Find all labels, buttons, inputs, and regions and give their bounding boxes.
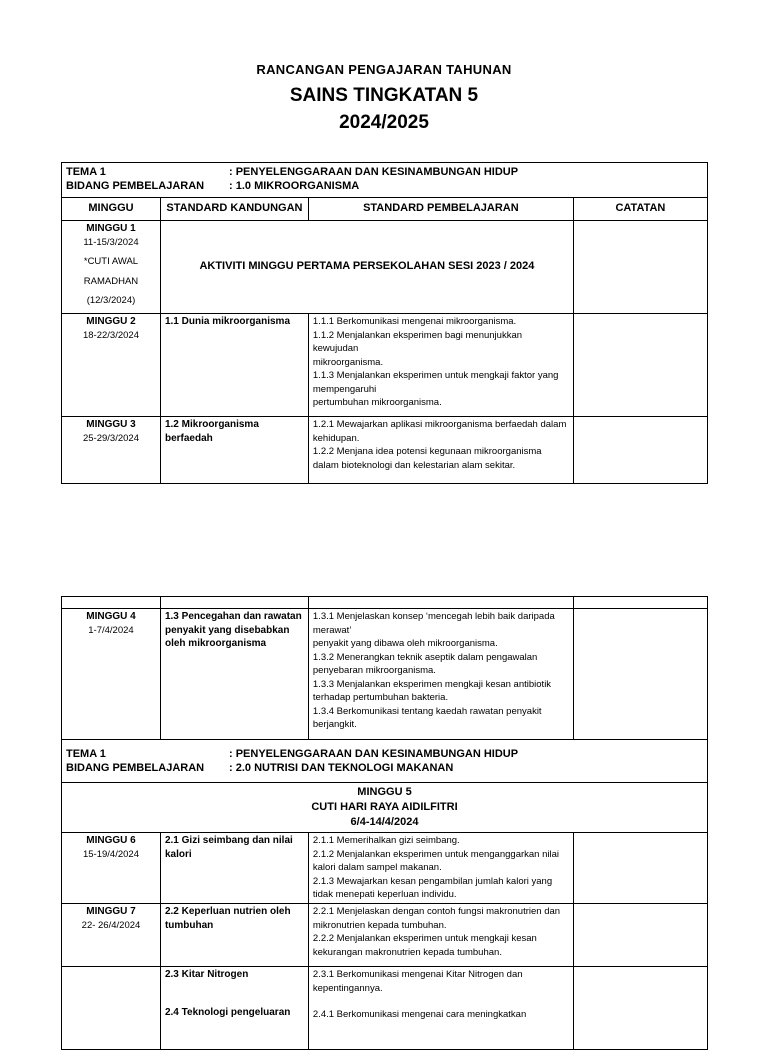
list-item: pertumbuhan mikroorganisma.: [312, 397, 442, 408]
table-row: [62, 417, 708, 484]
standard-pembelajaran: [308, 314, 573, 417]
col-minggu: MINGGU: [62, 198, 161, 221]
week-title: MINGGU 6: [86, 835, 136, 846]
holiday-date: 6/4-14/4/2024: [350, 816, 419, 828]
table-row: [62, 967, 708, 1050]
doc-subject: SAINS TINGKATAN 5: [289, 85, 479, 106]
table-row: [62, 783, 708, 833]
standard-kandungan: 2.2 Keperluan nutrien oleh tumbuhan: [160, 904, 308, 967]
list-item: 1.1.1 Berkomunikasi mengenai mikroorganisma.: [312, 316, 517, 327]
table-row: [62, 314, 708, 417]
list-item: 1.3.2 Menerangkan teknik aseptik dalam pengawalan penyebaran mikroorganisma.: [312, 651, 538, 676]
list-item: 2.1.2 Menjalankan eksperimen untuk menganggarkan nilai kalori dalam sampel makanan.: [312, 848, 559, 873]
week-title: MINGGU 3: [86, 419, 136, 430]
standard-kandungan-item: 2.3 Kitar Nitrogen: [164, 969, 249, 980]
week-date: 22- 26/4/2024: [81, 919, 141, 931]
week-title: MINGGU 7: [86, 906, 136, 917]
list-item: 1.3.3 Menjalankan eksperimen mengkaji kesan antibiotik terhadap pertumbuhan bakteria.: [312, 678, 552, 703]
week-message: AKTIVITI MINGGU PERTAMA PERSEKOLAHAN SESI 2023 / 2024: [160, 221, 573, 314]
col-catatan: CATATAN: [573, 198, 707, 221]
week-note: *CUTI AWAL: [83, 256, 139, 267]
standard-kandungan: 1.2 Mikroorganisma berfaedah: [160, 417, 308, 484]
week-title: MINGGU 2: [86, 316, 136, 327]
week-title: MINGGU 4: [86, 611, 136, 622]
standard-kandungan: 2.1 Gizi seimbang dan nilai kalori: [160, 833, 308, 904]
table-row: [62, 597, 708, 609]
table-row: [62, 904, 708, 967]
standard-kandungan-item: 2.4 Teknologi pengeluaran: [164, 1006, 291, 1018]
standard-kandungan: 1.1 Dunia mikroorganisma: [160, 314, 308, 417]
list-item: 1.1.3 Menjalankan eksperimen untuk mengkaji faktor yang mempengaruhi: [312, 370, 559, 395]
week-date: 25-29/3/2024: [82, 432, 139, 444]
catatan-cell: [573, 314, 707, 417]
tema-value: : PENYELENGGARAAN DAN KESINAMBUNGAN HIDUP: [229, 166, 519, 178]
week-note: RAMADHAN: [83, 275, 139, 287]
week-date: 1-7/4/2024: [88, 624, 134, 636]
catatan-cell: [573, 904, 707, 967]
bidang-label: BIDANG PEMBELAJARAN: [66, 762, 205, 774]
tema-label: TEMA 1: [66, 166, 106, 178]
tema-label: TEMA 1: [66, 748, 106, 760]
table-row: [62, 833, 708, 904]
holiday-week-title: MINGGU 5: [357, 786, 412, 798]
column-header-row: [62, 198, 708, 221]
holiday-name: CUTI HARI RAYA AIDILFITRI: [311, 801, 458, 813]
list-item: 1.2.1 Mewajarkan aplikasi mikroorganisma berfaedah dalam kehidupan.: [312, 419, 567, 444]
week-title: MINGGU 1: [86, 223, 136, 234]
catatan-cell: [573, 967, 707, 1050]
doc-session: 2024/2025: [339, 112, 429, 133]
table-row: [62, 221, 708, 314]
list-item: 1.3.4 Berkomunikasi tentang kaedah rawatan penyakit berjangkit.: [312, 705, 542, 730]
list-item: 2.4.1 Berkomunikasi mengenai cara meningkatkan: [312, 1009, 527, 1020]
theme-row: [62, 740, 708, 783]
plan-table-page-1: [61, 162, 708, 484]
catatan-cell: [573, 609, 707, 740]
list-item: 2.1.1 Memerihalkan gizi seimbang.: [312, 835, 460, 846]
catatan-cell: [573, 221, 707, 314]
list-item: 2.2.2 Menjalankan eksperimen untuk mengkaji kesan kekurangan makronutrien kepada tumbuhan.: [312, 933, 537, 958]
theme-row: [62, 163, 708, 198]
list-item: mikroorganisma.: [312, 356, 384, 368]
standard-pembelajaran: [308, 904, 573, 967]
list-item: 1.2.2 Menjana idea potensi kegunaan mikroorganisma dalam bioteknologi dan kelestarian alam sekitar.: [312, 446, 542, 471]
standard-kandungan: 1.3 Pencegahan dan rawatan penyakit yang disebabkan oleh mikroorganisma: [160, 609, 308, 740]
standard-pembelajaran: [308, 417, 573, 484]
list-item: penyakit yang dibawa oleh mikroorganisma.: [312, 638, 498, 649]
week-note: (12/3/2024): [86, 295, 136, 306]
week-date: 11-15/3/2024: [83, 236, 139, 248]
standard-pembelajaran: [308, 609, 573, 740]
col-standard-kandungan: STANDARD KANDUNGAN: [160, 198, 308, 221]
list-item: 1.3.1 Menjelaskan konsep ‘mencegah lebih baik daripada merawat’: [312, 611, 555, 636]
list-item: 2.2.1 Menjelaskan dengan contoh fungsi makronutrien dan mikronutrien kepada tumbuhan.: [312, 906, 561, 931]
week-date: 18-22/3/2024: [82, 329, 139, 341]
col-standard-pembelajaran: STANDARD PEMBELAJARAN: [308, 198, 573, 221]
list-item: 2.3.1 Berkomunikasi mengenai Kitar Nitrogen dan kepentingannya.: [312, 969, 523, 994]
catatan-cell: [573, 417, 707, 484]
standard-kandungan: [160, 967, 308, 1050]
catatan-cell: [573, 833, 707, 904]
standard-pembelajaran: [308, 967, 573, 1050]
bidang-value: : 1.0 MIKROORGANISMA: [229, 180, 360, 192]
plan-table-page-2: [61, 596, 708, 1050]
bidang-label: BIDANG PEMBELAJARAN: [66, 180, 205, 192]
table-row: [62, 609, 708, 740]
list-item: 2.1.3 Mewajarkan kesan pengambilan jumlah kalori yang tidak menepati keperluan individu.: [312, 875, 553, 900]
list-item: 1.1.2 Menjalankan eksperimen bagi menunjukkan kewujudan: [312, 329, 523, 354]
bidang-value: : 2.0 NUTRISI DAN TEKNOLOGI MAKANAN: [229, 762, 454, 774]
doc-title: RANCANGAN PENGAJARAN TAHUNAN: [256, 62, 512, 77]
tema-value: : PENYELENGGARAAN DAN KESINAMBUNGAN HIDUP: [229, 748, 519, 760]
week-date: 15-19/4/2024: [82, 848, 139, 860]
standard-pembelajaran: [308, 833, 573, 904]
